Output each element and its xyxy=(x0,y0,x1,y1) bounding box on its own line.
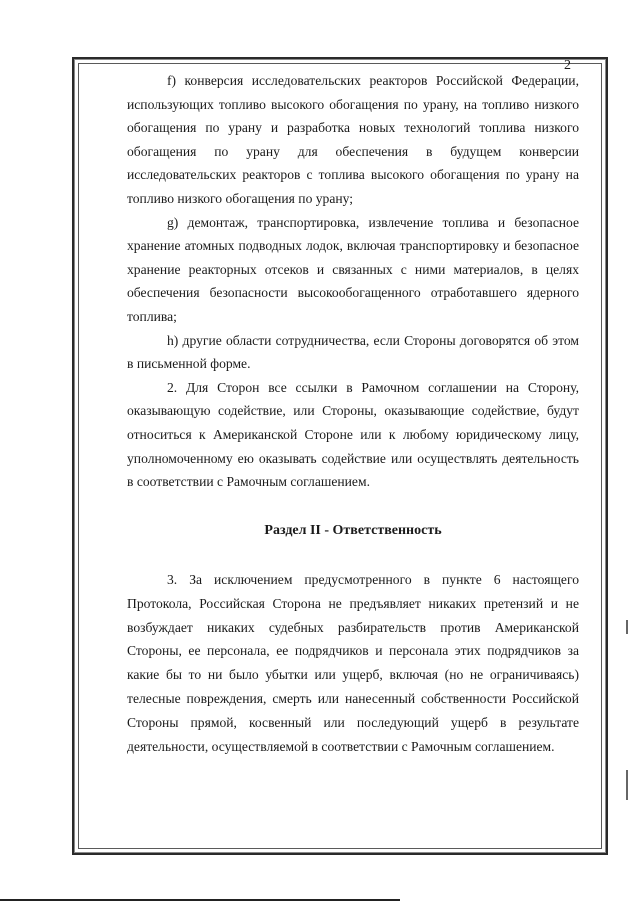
body-text-section-2 xyxy=(127,568,579,758)
section-heading: Раздел II - Ответственность xyxy=(264,523,442,538)
scan-edge-mark xyxy=(626,770,628,800)
paragraph-g: g) демонтаж, транспортировка, извлечение топлива и безопасное хранение атомных подводных лодок, включая транспортировку и безопасное хранение реакторных отсеков и связанных с ними материалов, в целях обеспечения безопасности высокообогащенного отработавшего ядерного топлива; xyxy=(127,214,579,324)
scan-edge-mark xyxy=(626,620,628,634)
body-text-section-1 xyxy=(127,69,579,494)
paragraph-2: 2. Для Сторон все ссылки в Рамочном соглашении на Сторону, оказывающую содействие, или Стороны, оказывающие содействие, будут относиться к Американской Стороне или к любому юридическому лицу, уполномоченному ею оказывать содействие или осуществлять деятельность в соответствии с Рамочным соглашением. xyxy=(127,379,579,490)
scan-bottom-line xyxy=(0,899,400,901)
paragraph-h: h) другие области сотрудничества, если Стороны договорятся об этом в письменной форме. xyxy=(127,332,579,372)
paragraph-3: 3. За исключением предусмотренного в пункте 6 настоящего Протокола, Российская Сторона не предъявляет никаких претензий и не возбуждает никаких судебных разбирательств против Американской Стороны, ее персонала, ее подрядчиков и персонала этих подрядчиков за какие бы то ни было убытки или ущерб, включая (но не ограничиваясь) телесные повреждения, смерть или нанесенный собственности Российской Стороны прямой, косвенный или последующий ущерб в результате деятельности, осуществляемой в соответствии с Рамочным соглашением. xyxy=(127,572,579,754)
page-number: 2 xyxy=(564,58,571,73)
paragraph-f: f) конверсия исследовательских реакторов Российской Федерации, использующих топливо высокого обогащения по урану, на топливо низкого обогащения по урану и разработка новых технологий топлива низкого обогащения по урану для обеспечения в будущем конверсии исследовательских реакторов с топлива высокого обогащения по урану на топливо низкого обогащения по урану; xyxy=(127,73,579,206)
